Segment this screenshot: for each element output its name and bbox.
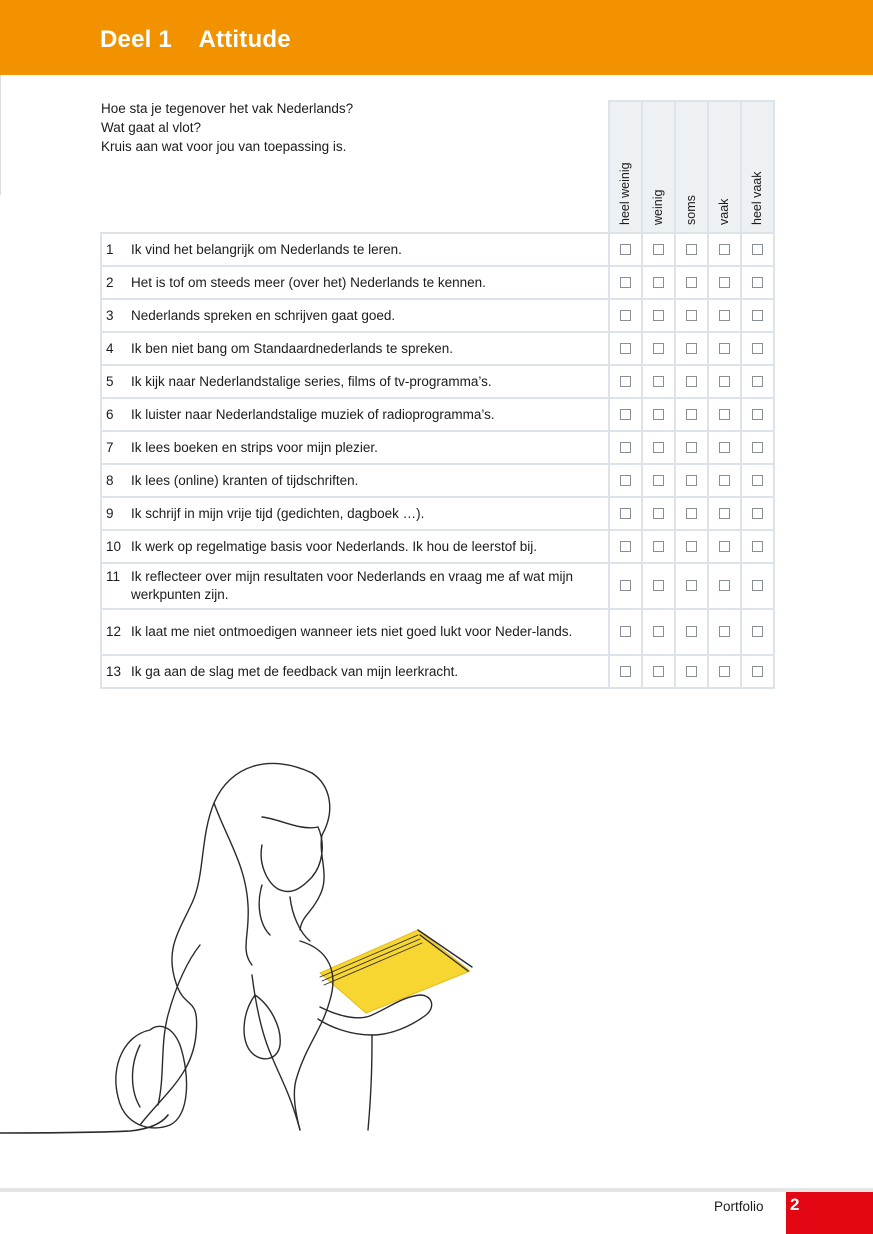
book-icon xyxy=(320,930,470,1013)
answer-checkbox[interactable] xyxy=(719,277,730,288)
answer-checkbox[interactable] xyxy=(752,244,763,255)
answer-checkbox[interactable] xyxy=(620,541,631,552)
statement-cell xyxy=(101,365,609,398)
answer-checkbox[interactable] xyxy=(653,244,664,255)
instruction-line: Hoe sta je tegenover het vak Nederlands? xyxy=(101,101,354,116)
answer-cell xyxy=(609,233,642,266)
answer-checkbox[interactable] xyxy=(620,508,631,519)
answer-cell xyxy=(642,464,675,497)
answer-checkbox[interactable] xyxy=(719,409,730,420)
statement-row xyxy=(101,609,774,655)
statement-text: Ik schrijf in mijn vrije tijd (gedichten, dagboek …). xyxy=(131,505,425,521)
answer-checkbox[interactable] xyxy=(653,409,664,420)
statement-cell xyxy=(101,332,609,365)
statement-row xyxy=(101,530,774,563)
answer-cell xyxy=(609,431,642,464)
answer-cell xyxy=(675,431,708,464)
column-label: heel weinig xyxy=(617,162,632,225)
answer-checkbox[interactable] xyxy=(719,343,730,354)
answer-cell xyxy=(708,332,741,365)
answer-cell xyxy=(741,563,774,609)
answer-cell xyxy=(675,655,708,688)
answer-cell xyxy=(708,609,741,655)
answer-cell xyxy=(708,655,741,688)
answer-cell xyxy=(609,530,642,563)
answer-checkbox[interactable] xyxy=(653,508,664,519)
answer-cell xyxy=(708,530,741,563)
answer-checkbox[interactable] xyxy=(686,442,697,453)
answer-cell xyxy=(642,655,675,688)
statement-text: Ik lees (online) kranten of tijdschriften. xyxy=(131,472,359,488)
answer-cell xyxy=(675,497,708,530)
answer-checkbox[interactable] xyxy=(752,310,763,321)
answer-cell xyxy=(642,530,675,563)
answer-checkbox[interactable] xyxy=(620,580,631,591)
answer-checkbox[interactable] xyxy=(752,666,763,677)
answer-cell xyxy=(708,563,741,609)
answer-checkbox[interactable] xyxy=(620,376,631,387)
answer-cell xyxy=(642,365,675,398)
answer-checkbox[interactable] xyxy=(752,626,763,637)
answer-checkbox[interactable] xyxy=(686,508,697,519)
answer-checkbox[interactable] xyxy=(653,376,664,387)
answer-checkbox[interactable] xyxy=(752,343,763,354)
answer-cell xyxy=(741,497,774,530)
statement-text: Het is tof om steeds meer (over het) Nederlands te kennen. xyxy=(131,274,486,290)
answer-checkbox[interactable] xyxy=(719,376,730,387)
statement-number: 12 xyxy=(106,624,122,639)
answer-checkbox[interactable] xyxy=(620,343,631,354)
answer-checkbox[interactable] xyxy=(719,580,730,591)
answer-cell xyxy=(741,464,774,497)
answer-checkbox[interactable] xyxy=(752,376,763,387)
answer-cell xyxy=(609,563,642,609)
answer-checkbox[interactable] xyxy=(620,409,631,420)
answer-cell xyxy=(741,299,774,332)
answer-cell xyxy=(708,233,741,266)
answer-checkbox[interactable] xyxy=(686,666,697,677)
answer-checkbox[interactable] xyxy=(653,666,664,677)
answer-cell xyxy=(741,655,774,688)
answer-cell xyxy=(741,266,774,299)
statement-text: Ik ben niet bang om Standaardnederlands te spreken. xyxy=(131,340,453,356)
answer-cell xyxy=(741,431,774,464)
statement-row xyxy=(101,464,774,497)
answer-cell xyxy=(675,266,708,299)
statement-text: Ik werk op regelmatige basis voor Nederlands. Ik hou de leerstof bij. xyxy=(131,538,537,554)
answer-checkbox[interactable] xyxy=(620,475,631,486)
answer-cell xyxy=(642,609,675,655)
answer-cell xyxy=(609,609,642,655)
statement-row xyxy=(101,233,774,266)
statement-cell xyxy=(101,266,609,299)
statement-row xyxy=(101,655,774,688)
answer-cell xyxy=(741,332,774,365)
answer-checkbox[interactable] xyxy=(686,580,697,591)
answer-checkbox[interactable] xyxy=(686,277,697,288)
answer-cell xyxy=(675,332,708,365)
statement-cell xyxy=(101,398,609,431)
answer-cell xyxy=(675,233,708,266)
column-label: soms xyxy=(683,195,698,225)
answer-cell xyxy=(675,365,708,398)
column-weinig xyxy=(642,101,675,233)
answer-cell xyxy=(642,299,675,332)
column-label: vaak xyxy=(716,198,731,225)
reading-girl-illustration xyxy=(0,745,480,1145)
answer-cell xyxy=(708,398,741,431)
answer-checkbox[interactable] xyxy=(686,409,697,420)
answer-checkbox[interactable] xyxy=(653,310,664,321)
answer-cell xyxy=(675,563,708,609)
answer-checkbox[interactable] xyxy=(719,626,730,637)
answer-cell xyxy=(609,299,642,332)
answer-checkbox[interactable] xyxy=(653,277,664,288)
answer-checkbox[interactable] xyxy=(620,442,631,453)
page-title: Deel 1 Attitude xyxy=(100,26,291,53)
column-label: weinig xyxy=(650,189,665,225)
answer-cell xyxy=(741,530,774,563)
answer-checkbox[interactable] xyxy=(653,475,664,486)
statement-cell xyxy=(101,233,609,266)
margin-rule xyxy=(0,75,1,195)
statement-number: 10 xyxy=(106,538,122,554)
answer-cell xyxy=(642,431,675,464)
footer-label: Portfolio xyxy=(714,1199,764,1214)
statement-number: 2 xyxy=(106,274,114,290)
statement-cell xyxy=(101,563,609,609)
answer-cell xyxy=(708,497,741,530)
answer-cell xyxy=(675,398,708,431)
answer-cell xyxy=(675,609,708,655)
answer-checkbox[interactable] xyxy=(752,442,763,453)
statement-cell xyxy=(101,655,609,688)
answer-checkbox[interactable] xyxy=(752,541,763,552)
answer-checkbox[interactable] xyxy=(719,442,730,453)
answer-checkbox[interactable] xyxy=(620,277,631,288)
answer-checkbox[interactable] xyxy=(653,541,664,552)
statement-cell xyxy=(101,530,609,563)
answer-cell xyxy=(741,398,774,431)
statement-number: 8 xyxy=(106,472,114,488)
statement-text: Ik ga aan de slag met de feedback van mijn leerkracht. xyxy=(131,663,459,679)
statement-number: 3 xyxy=(106,307,114,323)
instructions xyxy=(101,99,581,156)
statement-number: 9 xyxy=(106,505,114,521)
answer-cell xyxy=(741,609,774,655)
answer-cell xyxy=(642,398,675,431)
statement-number: 4 xyxy=(106,340,114,356)
answer-cell xyxy=(609,332,642,365)
statement-number: 6 xyxy=(106,406,114,422)
answer-checkbox[interactable] xyxy=(752,580,763,591)
statement-number: 11 xyxy=(106,569,121,584)
footer-rule xyxy=(0,1188,873,1192)
answer-checkbox[interactable] xyxy=(686,475,697,486)
statement-text: Ik lees boeken en strips voor mijn plezier. xyxy=(131,439,378,455)
statement-row xyxy=(101,431,774,464)
answer-cell xyxy=(708,464,741,497)
answer-checkbox[interactable] xyxy=(653,442,664,453)
answer-cell xyxy=(609,365,642,398)
answer-cell xyxy=(675,464,708,497)
answer-checkbox[interactable] xyxy=(719,541,730,552)
answer-cell xyxy=(642,332,675,365)
answer-cell xyxy=(609,398,642,431)
answer-checkbox[interactable] xyxy=(686,626,697,637)
answer-checkbox[interactable] xyxy=(752,475,763,486)
answer-cell xyxy=(609,464,642,497)
answer-cell xyxy=(609,655,642,688)
answer-cell xyxy=(675,530,708,563)
statement-number: 1 xyxy=(106,241,114,257)
answer-checkbox[interactable] xyxy=(752,508,763,519)
instruction-line: Wat gaat al vlot? xyxy=(101,120,202,135)
answer-checkbox[interactable] xyxy=(620,310,631,321)
answer-cell xyxy=(741,233,774,266)
instruction-line: Kruis aan wat voor jou van toepassing is. xyxy=(101,139,347,154)
column-label: heel vaak xyxy=(749,171,764,225)
answer-cell xyxy=(642,266,675,299)
statement-row xyxy=(101,398,774,431)
answer-checkbox[interactable] xyxy=(752,277,763,288)
statement-text: Ik luister naar Nederlandstalige muziek of radioprogramma’s. xyxy=(131,406,495,422)
answer-checkbox[interactable] xyxy=(719,244,730,255)
column-vaak xyxy=(708,101,741,233)
statement-row xyxy=(101,266,774,299)
header-bar xyxy=(0,0,873,75)
answer-cell xyxy=(708,266,741,299)
answer-checkbox[interactable] xyxy=(719,475,730,486)
answer-cell xyxy=(642,497,675,530)
answer-checkbox[interactable] xyxy=(620,626,631,637)
answer-checkbox[interactable] xyxy=(620,244,631,255)
answer-cell xyxy=(642,563,675,609)
answer-checkbox[interactable] xyxy=(620,666,631,677)
statement-cell xyxy=(101,609,609,655)
answer-cell xyxy=(708,299,741,332)
questionnaire-table xyxy=(100,100,775,689)
column-heel-vaak xyxy=(741,101,774,233)
statement-text: Ik reflecteer over mijn resultaten voor Nederlands en vraag me af wat mijn werkpunten zijn. xyxy=(131,569,573,602)
answer-checkbox[interactable] xyxy=(719,666,730,677)
answer-checkbox[interactable] xyxy=(686,310,697,321)
answer-checkbox[interactable] xyxy=(653,626,664,637)
statement-row xyxy=(101,497,774,530)
statement-cell xyxy=(101,299,609,332)
statement-text: Ik kijk naar Nederlandstalige series, films of tv-programma’s. xyxy=(131,373,492,389)
statement-text: Ik vind het belangrijk om Nederlands te leren. xyxy=(131,241,402,257)
statement-row xyxy=(101,332,774,365)
answer-cell xyxy=(609,497,642,530)
answer-cell xyxy=(675,299,708,332)
answer-checkbox[interactable] xyxy=(719,508,730,519)
statement-text: Nederlands spreken en schrijven gaat goed. xyxy=(131,307,396,323)
answer-checkbox[interactable] xyxy=(686,343,697,354)
answer-checkbox[interactable] xyxy=(653,343,664,354)
statement-cell xyxy=(101,464,609,497)
answer-cell xyxy=(708,365,741,398)
column-soms xyxy=(675,101,708,233)
answer-checkbox[interactable] xyxy=(653,580,664,591)
statement-row xyxy=(101,365,774,398)
statement-row xyxy=(101,563,774,609)
answer-cell xyxy=(642,233,675,266)
answer-checkbox[interactable] xyxy=(686,376,697,387)
statement-cell xyxy=(101,497,609,530)
column-heel-weinig xyxy=(609,101,642,233)
statement-number: 7 xyxy=(106,439,114,455)
answer-checkbox[interactable] xyxy=(686,541,697,552)
page-number: 2 xyxy=(790,1195,800,1214)
answer-cell xyxy=(708,431,741,464)
statement-text: Ik laat me niet ontmoedigen wanneer iets niet goed lukt voor Neder-lands. xyxy=(131,624,573,639)
statement-number: 13 xyxy=(106,663,122,679)
statement-number: 5 xyxy=(106,373,114,389)
answer-cell xyxy=(609,266,642,299)
statement-row xyxy=(101,299,774,332)
statement-cell xyxy=(101,431,609,464)
answer-cell xyxy=(741,365,774,398)
answer-checkbox[interactable] xyxy=(752,409,763,420)
answer-checkbox[interactable] xyxy=(719,310,730,321)
answer-checkbox[interactable] xyxy=(686,244,697,255)
